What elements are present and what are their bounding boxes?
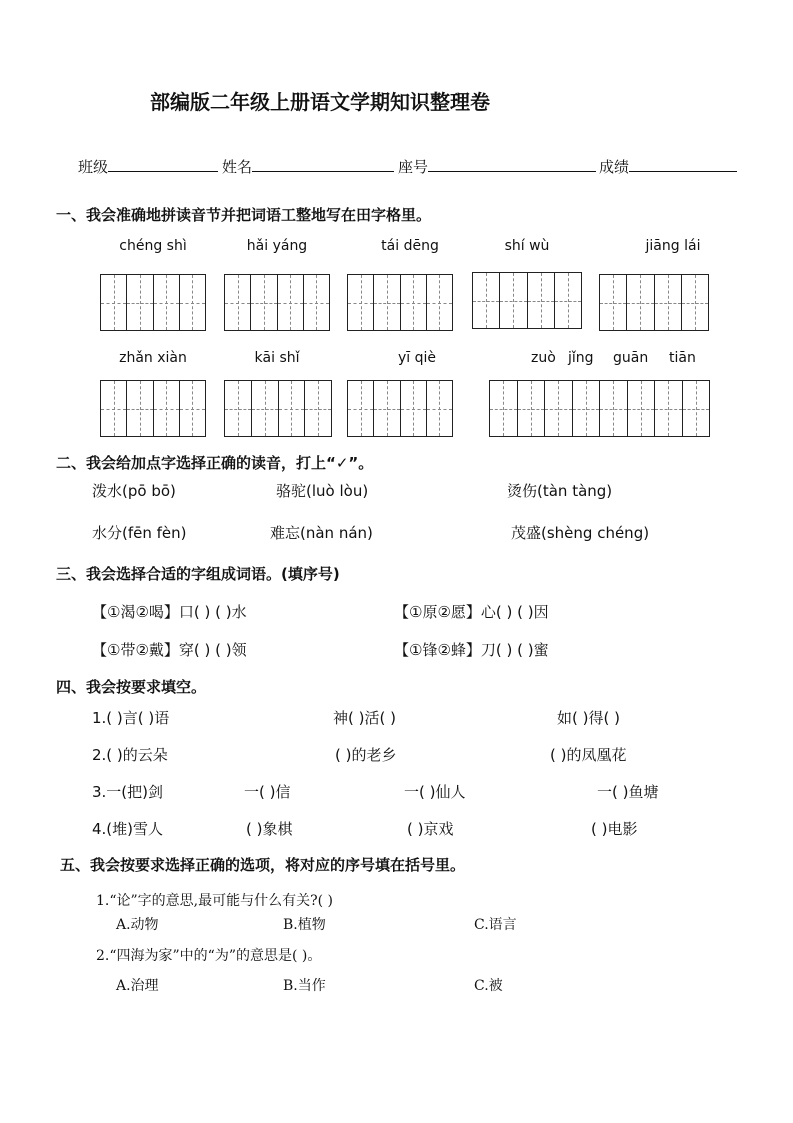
pinyin-label: yī qiè [397, 350, 436, 366]
section3-heading: 三、我会选择合适的字组成词语。(填序号) [56, 565, 340, 583]
fill-blank-item[interactable]: 如( )得( ) [557, 709, 620, 727]
fill-blank-item[interactable]: ( )象棋 [246, 820, 293, 838]
fill-blank-item[interactable]: ( )电影 [591, 820, 638, 838]
section1-heading: 一、我会准确地拼读音节并把词语工整地写在田字格里。 [56, 206, 432, 224]
word-choice-item[interactable]: 【①锋②蜂】刀( ) ( )蜜 [394, 641, 549, 659]
question-1[interactable]: 1.“论”字的意思,最可能与什么有关?( ) [96, 893, 334, 909]
fill-blank-item[interactable]: 一( )仙人 [404, 783, 466, 801]
pronunciation-item[interactable]: 难忘(nàn nán) [270, 524, 373, 542]
option-b[interactable]: B.当作 [283, 978, 326, 994]
pinyin-label: tái dēng [381, 238, 439, 254]
pinyin-label: shí wù [504, 238, 550, 254]
question-2[interactable]: 2.“四海为家”中的“为”的意思是( )。 [96, 948, 322, 964]
pinyin-label: kāi shǐ [254, 350, 300, 366]
option-a[interactable]: A.动物 [116, 917, 159, 933]
option-b[interactable]: B.植物 [283, 917, 326, 933]
tianzige-grid[interactable] [347, 380, 453, 437]
header-name-field[interactable] [222, 156, 394, 177]
pronunciation-item[interactable]: 泼水(pō bō) [92, 482, 176, 500]
option-c[interactable]: C.被 [474, 978, 503, 994]
page-title: 部编版二年级上册语文学期知识整理卷 [150, 90, 490, 114]
fill-blank-item[interactable]: 2.( )的云朵 [92, 746, 168, 764]
header-score-label: 成绩 [599, 158, 630, 176]
fill-blank-item[interactable]: 3.一(把)剑 [92, 783, 164, 801]
tianzige-grid[interactable] [224, 380, 332, 437]
option-c[interactable]: C.语言 [474, 917, 517, 933]
header-seat-label: 座号 [398, 158, 429, 176]
section5-heading: 五、我会按要求选择正确的选项，将对应的序号填在括号里。 [60, 856, 466, 874]
tianzige-grid[interactable] [472, 272, 582, 329]
pinyin-label: chéng shì [119, 238, 187, 254]
pinyin-label: hǎi yáng [246, 238, 308, 254]
header-score-blank[interactable] [629, 157, 737, 172]
tianzige-grid[interactable] [224, 274, 330, 331]
pronunciation-item[interactable]: 烫伤(tàn tàng) [507, 482, 613, 500]
fill-blank-item[interactable]: 一( )鱼塘 [597, 783, 659, 801]
pinyin-label: zhǎn xiàn [119, 350, 187, 366]
pinyin-label: zuò [531, 350, 556, 366]
header-class-blank[interactable] [108, 157, 218, 172]
pinyin-label: jǐng [568, 350, 594, 366]
fill-blank-item[interactable]: ( )京戏 [407, 820, 454, 838]
tianzige-grid[interactable] [100, 380, 206, 437]
header-name-label: 姓名 [222, 158, 253, 176]
fill-blank-item[interactable]: ( )的老乡 [335, 746, 397, 764]
fill-blank-item[interactable]: 神( )活( ) [333, 709, 396, 727]
pinyin-label: tiān [669, 350, 696, 366]
header-class-label: 班级 [78, 158, 109, 176]
tianzige-grid[interactable] [599, 274, 709, 331]
fill-blank-item[interactable]: 一( )信 [244, 783, 291, 801]
word-choice-item[interactable]: 【①带②戴】穿( ) ( )领 [92, 641, 247, 659]
pinyin-label: guān [613, 350, 649, 366]
section4-heading: 四、我会按要求填空。 [56, 678, 207, 696]
fill-blank-item[interactable]: ( )的凤凰花 [550, 746, 627, 764]
header-score-field[interactable] [599, 156, 737, 177]
tianzige-grid[interactable] [100, 274, 206, 331]
option-a[interactable]: A.治理 [116, 978, 159, 994]
header-seat-field[interactable] [398, 156, 596, 177]
header-class-field[interactable] [78, 156, 218, 177]
pinyin-label: jiāng lái [645, 238, 701, 254]
header-seat-blank[interactable] [428, 157, 596, 172]
section2-heading: 二、我会给加点字选择正确的读音，打上“✓”。 [56, 454, 374, 472]
pronunciation-item[interactable]: 茂盛(shèng chéng) [511, 524, 650, 542]
fill-blank-item[interactable]: 4.(堆)雪人 [92, 820, 164, 838]
tianzige-grid-long[interactable] [489, 380, 710, 437]
word-choice-item[interactable]: 【①渴②喝】口( ) ( )水 [92, 603, 247, 621]
fill-blank-item[interactable]: 1.( )言( )语 [92, 709, 170, 727]
pronunciation-item[interactable]: 骆驼(luò lòu) [276, 482, 369, 500]
tianzige-grid[interactable] [347, 274, 453, 331]
word-choice-item[interactable]: 【①原②愿】心( ) ( )因 [394, 603, 549, 621]
header-name-blank[interactable] [252, 157, 394, 172]
pronunciation-item[interactable]: 水分(fēn fèn) [92, 524, 187, 542]
